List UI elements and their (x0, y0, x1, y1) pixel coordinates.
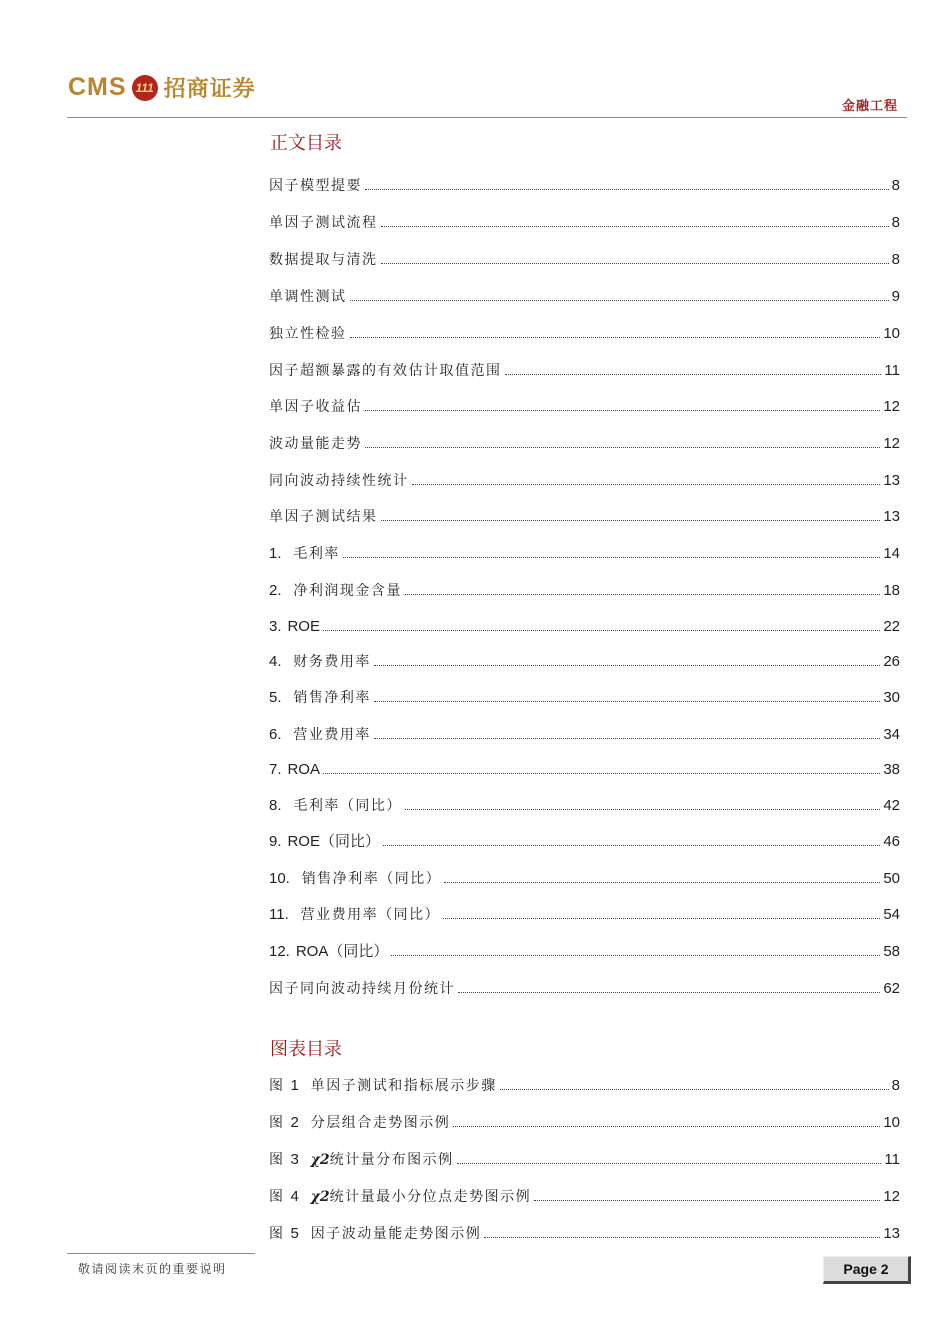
toc-item[interactable] (269, 576, 900, 600)
toc-item-label (269, 833, 380, 851)
toc-leader-dots (323, 630, 880, 631)
toc-title: 正文目录 (270, 133, 342, 154)
toc-item[interactable] (269, 864, 900, 888)
page-header (0, 0, 950, 120)
logo-badge-icon: 111 (132, 75, 158, 101)
toc-leader-dots (457, 1163, 882, 1164)
toc-item-text: 波动量能走势 (269, 436, 362, 452)
toc-item-label (269, 618, 320, 636)
logo-chinese-text: 招商证券 (163, 77, 256, 102)
toc-leader-dots (323, 773, 880, 774)
toc-item-text: 财务费用率 (293, 654, 371, 670)
company-logo (68, 72, 256, 103)
toc-item[interactable] (269, 502, 900, 526)
toc-item[interactable] (269, 208, 900, 232)
toc-item-page: 14 (883, 545, 900, 562)
toc-item-page: 42 (883, 797, 900, 814)
toc-item-label (269, 177, 362, 195)
toc-leader-dots (500, 1089, 889, 1090)
figure-prefix: 图 (269, 1152, 285, 1168)
figure-title: 单因子测试和指标展示步骤 (310, 1078, 497, 1094)
toc-item[interactable] (269, 539, 900, 563)
toc-item-number: 11. (269, 906, 289, 923)
toc-item[interactable] (269, 937, 900, 961)
toc-item-label (269, 545, 340, 563)
toc-item-label (269, 797, 402, 815)
figure-index-item[interactable] (269, 1145, 900, 1169)
chi-square-symbol: χ2 (310, 1189, 330, 1205)
toc-item-label (269, 435, 362, 453)
toc-leader-dots (505, 374, 882, 375)
figure-index-item[interactable] (269, 1108, 900, 1132)
toc-item-text: ROA（同比） (295, 943, 389, 960)
toc-leader-dots (374, 701, 880, 702)
toc-item-text: 单因子收益估 (269, 399, 362, 415)
toc-item-label (269, 761, 320, 779)
toc-item-page: 9 (891, 288, 900, 305)
toc-item-number: 4. (269, 653, 282, 670)
figure-index-title: 图表目录 (270, 1039, 342, 1060)
toc-item-text: 销售净利率（同比） (301, 871, 442, 887)
toc-item-text: 因子同向波动持续月份统计 (269, 981, 455, 997)
figure-prefix: 图 (269, 1226, 285, 1242)
toc-item-label (269, 325, 347, 343)
toc-item-label (269, 472, 409, 490)
toc-item-label (269, 398, 362, 416)
toc-item-text: ROE (287, 618, 320, 635)
toc-item-text: 同向波动持续性统计 (269, 473, 409, 489)
toc-item-label (269, 689, 371, 707)
toc-item-text: 销售净利率 (293, 690, 371, 706)
figure-item-page: 12 (883, 1188, 900, 1205)
toc-item-label (269, 288, 347, 306)
toc-item-page: 26 (883, 653, 900, 670)
toc-item-page: 13 (883, 472, 900, 489)
figure-prefix: 图 (269, 1078, 285, 1094)
toc-item-number: 6. (269, 726, 282, 743)
toc-leader-dots (381, 520, 881, 521)
toc-item-page: 18 (883, 582, 900, 599)
toc-item[interactable] (269, 245, 900, 269)
toc-item-text: 营业费用率 (293, 727, 371, 743)
toc-item-number: 8. (269, 797, 282, 814)
figure-index-item[interactable] (269, 1219, 900, 1243)
toc-item-text: 营业费用率（同比） (300, 907, 441, 923)
toc-item-text: 因子模型提要 (269, 178, 362, 194)
toc-item-label (269, 251, 378, 269)
figure-title: 统计量分布图示例 (329, 1152, 454, 1168)
figure-prefix: 图 (269, 1115, 285, 1131)
toc-item-text: ROA (287, 761, 320, 778)
figure-item-label (269, 1077, 497, 1095)
toc-leader-dots (383, 845, 880, 846)
toc-item-text: 毛利率（同比） (293, 798, 402, 814)
toc-item-text: 独立性检验 (269, 326, 347, 342)
toc-item-number: 7. (269, 761, 282, 778)
figure-index-item[interactable] (269, 1071, 900, 1095)
toc-item-number: 3. (269, 618, 282, 635)
toc-item-page: 8 (891, 177, 900, 194)
toc-item-page: 62 (883, 980, 900, 997)
toc-item[interactable] (269, 319, 900, 343)
toc-item-label (269, 870, 441, 888)
toc-item-page: 8 (891, 251, 900, 268)
toc-item-number: 9. (269, 833, 282, 850)
toc-leader-dots (374, 738, 880, 739)
toc-leader-dots (365, 447, 880, 448)
toc-item-page: 34 (883, 726, 900, 743)
toc-item[interactable] (269, 171, 900, 195)
toc-item[interactable] (269, 466, 900, 490)
figure-item-label (269, 1225, 481, 1243)
disclaimer-note: 敬请阅读末页的重要说明 (78, 1262, 227, 1276)
toc-item-label (269, 214, 378, 232)
toc-item-text: 毛利率 (293, 546, 340, 562)
figure-number: 5 (290, 1225, 299, 1242)
figure-item-label (269, 1188, 531, 1206)
toc-item-label (269, 582, 402, 600)
toc-leader-dots (453, 1126, 880, 1127)
figure-item-page: 10 (883, 1114, 900, 1131)
toc-item-page: 54 (883, 906, 900, 923)
toc-leader-dots (374, 665, 880, 666)
toc-item-page: 8 (891, 214, 900, 231)
toc-item-number: 10. (269, 870, 290, 887)
toc-leader-dots (534, 1200, 880, 1201)
toc-item-page: 46 (883, 833, 900, 850)
toc-leader-dots (391, 955, 880, 956)
toc-item-label (269, 980, 455, 998)
toc-item[interactable] (269, 720, 900, 744)
toc-item-page: 11 (884, 362, 900, 379)
toc-item-page: 30 (883, 689, 900, 706)
figure-title: 统计量最小分位点走势图示例 (329, 1189, 532, 1205)
toc-item-page: 13 (883, 508, 900, 525)
toc-item-page: 12 (883, 435, 900, 452)
toc-item[interactable] (269, 392, 900, 416)
toc-item[interactable] (269, 974, 900, 998)
toc-item-text: 因子超额暴露的有效估计取值范围 (269, 363, 502, 379)
header-divider (67, 117, 907, 118)
toc-leader-dots (443, 918, 880, 919)
toc-item-label (269, 362, 502, 380)
toc-item[interactable] (269, 647, 900, 671)
toc-leader-dots (484, 1237, 880, 1238)
toc-leader-dots (444, 882, 880, 883)
toc-item-page: 10 (883, 325, 900, 342)
toc-item[interactable] (269, 900, 900, 924)
toc-item-label (269, 508, 378, 526)
toc-item-number: 2. (269, 582, 282, 599)
figure-number: 1 (290, 1077, 299, 1094)
toc-item-number: 1. (269, 545, 282, 562)
toc-item[interactable] (269, 429, 900, 453)
figure-item-page: 8 (891, 1077, 900, 1094)
figure-item-page: 11 (884, 1151, 900, 1168)
toc-item-text: 单因子测试流程 (269, 215, 378, 231)
figure-prefix: 图 (269, 1189, 285, 1205)
page-number: Page 2 (823, 1256, 911, 1284)
toc-item-text: 数据提取与清洗 (269, 252, 378, 268)
toc-item-label (269, 906, 440, 924)
toc-item-number: 5. (269, 689, 282, 706)
toc-item[interactable] (269, 791, 900, 815)
figure-number: 2 (290, 1114, 299, 1131)
toc-leader-dots (365, 410, 880, 411)
figure-number: 4 (290, 1188, 299, 1205)
toc-item-text: ROE（同比） (287, 833, 380, 850)
toc-leader-dots (350, 337, 881, 338)
toc-leader-dots (405, 809, 880, 810)
toc-item-page: 12 (883, 398, 900, 415)
logo-text: CMS (68, 73, 127, 101)
toc-item-label (269, 653, 371, 671)
toc-leader-dots (365, 189, 889, 190)
figure-title: 分层组合走势图示例 (310, 1115, 451, 1131)
toc-item[interactable] (269, 612, 900, 636)
toc-item-page: 58 (883, 943, 900, 960)
toc-item-page: 50 (883, 870, 900, 887)
toc-leader-dots (412, 484, 881, 485)
toc-item-text: 净利润现金含量 (293, 583, 402, 599)
toc-item-page: 22 (883, 618, 900, 635)
toc-item[interactable] (269, 282, 900, 306)
toc-leader-dots (381, 226, 889, 227)
chi-square-symbol: χ2 (310, 1152, 330, 1168)
figure-item-label (269, 1151, 454, 1169)
toc-leader-dots (343, 557, 880, 558)
toc-item[interactable] (269, 683, 900, 707)
toc-item-label (269, 726, 371, 744)
toc-leader-dots (350, 300, 889, 301)
section-label: 金融工程 (841, 99, 898, 114)
toc-item-label (269, 943, 388, 961)
figure-index-item[interactable] (269, 1182, 900, 1206)
toc-item[interactable] (269, 827, 900, 851)
toc-leader-dots (458, 992, 880, 993)
toc-item-text: 单因子测试结果 (269, 509, 378, 525)
toc-item-page: 38 (883, 761, 900, 778)
footer-divider (67, 1253, 255, 1254)
toc-leader-dots (381, 263, 889, 264)
toc-item[interactable] (269, 356, 900, 380)
figure-item-label (269, 1114, 450, 1132)
toc-item-text: 单调性测试 (269, 289, 347, 305)
toc-leader-dots (405, 594, 880, 595)
figure-item-page: 13 (883, 1225, 900, 1242)
figure-title: 因子波动量能走势图示例 (310, 1226, 482, 1242)
figure-number: 3 (290, 1151, 299, 1168)
toc-item-number: 12. (269, 943, 290, 960)
toc-item[interactable] (269, 755, 900, 779)
